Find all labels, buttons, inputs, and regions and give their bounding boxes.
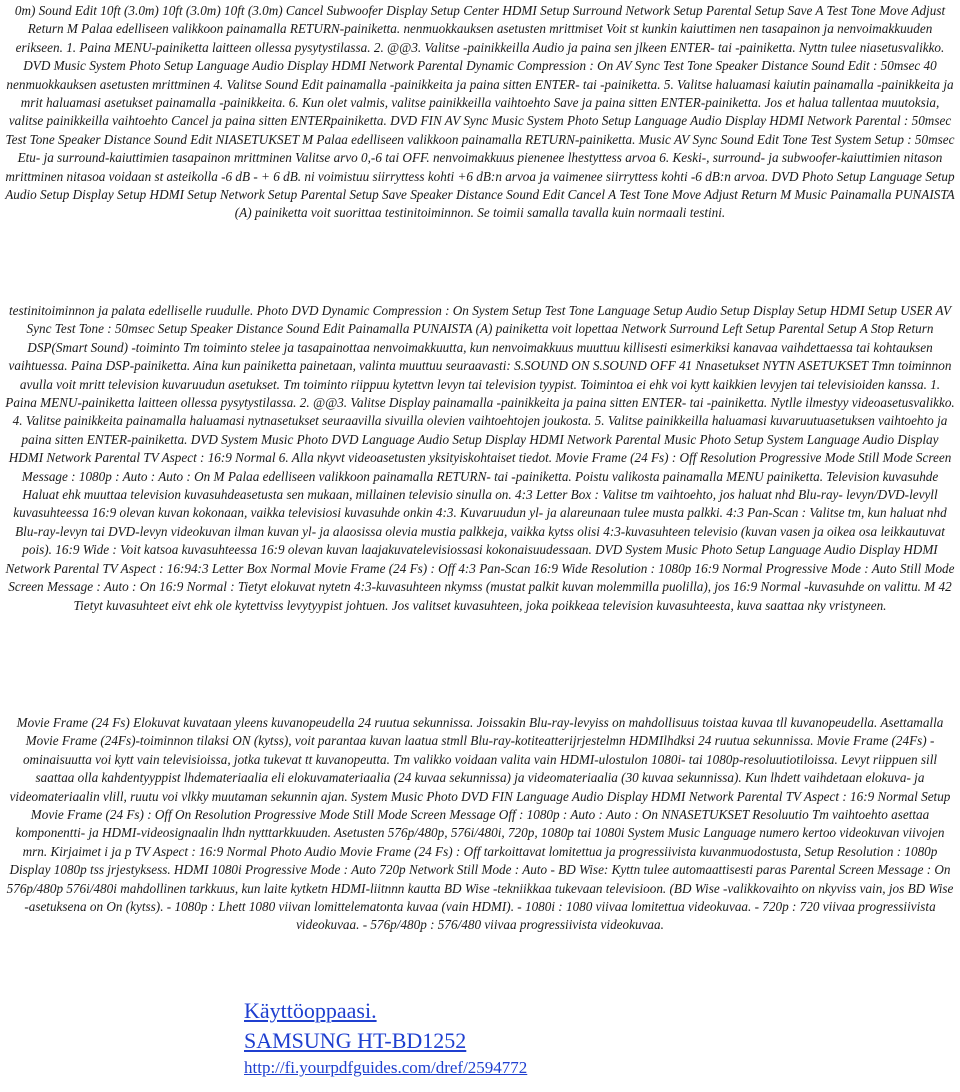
body-paragraph-2: testinitoiminnon ja palata edelliselle ruudulle. Photo DVD Dynamic Compression : On System Setup Test Tone Language Setup Audio Setup Display Setup HDMI Setup USER AV Sync Test Tone : 50msec Setup Speaker Distance Sound Edit Painamalla PUNAISTA (A) painiketta voit lopettaa Network Surround Left Setup Parental Setup A Stop Return DSP(Smart Sound) -toiminto Tm toiminto stelee ja tasapainottaa nenvoimakkuutta, kun nenvoimakkuus muuttuu killisesti esimerkiksi kanavaa vaihdettaessa tai kohtauksen vaihtuessa. Paina DSP-painiketta. Aina kun painiketta painetaan, valinta muuttuu seuraavasti: S.SOUND ON S.SOUND OFF 41 Nnasetukset NYTN ASETUKSET Tmn toiminnon avulla voit mritt television kuvaruudun asetukset. Tm toiminto riippuu kytettvn levyn tai television tyypist. Toimintoa ei ehk voi kytt kaikkien levyjen tai televisioiden kanssa. 1. Paina MENU-painiketta laitteen ollessa pysytystilassa. 2. @@3. Valitse Display painamalla -painikkeita ja paina sitten ENTER- tai -painiketta. Nytlle ilmestyy videoasetusvalikko. 4. Valitse painikkeita painamalla haluamasi nytnasetukset seuraavilla sivuilla olevien vaihtoehtojen joukosta. 5. Valitse painikkeilla haluamasi kuvaruutuasetuksen vaihtoehto ja paina sitten ENTER-painiketta. DVD System Music Photo DVD Language Audio Setup Display HDMI Network Parental Music Photo Setup System Language Audio Display HDMI Network Parental TV Aspect : 16:9 Normal 6. Alla nkyvt videoasetusten yksityiskohtaiset tiedot. Movie Frame (24 Fs) : Off Resolution Progressive Mode Still Mode Screen Message : 1080p : Auto : Auto : On M Palaa edelliseen valikkoon painamalla RETURN- tai -painiketta. Poistu valikosta painamalla MENU painiketta. Television kuvasuhde Haluat ehk muuttaa television kuvasuhdeasetusta sen mukaan, millainen televisio sinulla on. 4:3 Letter Box : Valitse tm vaihtoehto, jos haluat nhd Blu-ray- levyn/DVD-levyll kuvasuhteessa 16:9 olevan kuvan kokonaan, vaikka televisiosi kuvasuhde onkin 4:3. Kuvaruudun yl- ja alareunaan tulee musta palkki. 4:3 Pan-Scan : Valitse tm, kun haluat nhd Blu-ray-levyn tai DVD-levyn videokuvan ilman kuvan yl- ja alaosissa olevia mustia palkkeja, vaikka kytss olisi 4:3-kuvasuhteen televisio (kuvan vasen ja oikea osa leikkautuvat pois). 16:9 Wide : Voit katsoa kuvasuhteessa 16:9 olevan kuvan laajakuvatelevisiossasi kokonaisuudessaan. DVD System Music Photo Setup Language Audio Display HDMI Network Parental TV Aspect : 16:94:3 Letter Box Normal Movie Frame (24 Fs) : Off 4:3 Pan-Scan 16:9 Wide Resolution : 1080p 16:9 Normal Progressive Mode : Auto Still Mode Screen Message : Auto : On 16:9 Normal : Tietyt elokuvat nytetn 4:3-kuvasuhteen nkymss (mustat palkit kuvan molemmilla puolilla), jos 16:9 Normal -kuvasuhde on valittu. M 42 Tietyt kuvasuhteet eivt ehk ole kytettviss levytyypist johtuen. Jos valitset kuvasuhteen, joka poikkeaa television kuvasuhteesta, kuva saattaa nky vristyneen. bbox=[5, 303, 955, 613]
body-paragraph-1: 0m) Sound Edit 10ft (3.0m) 10ft (3.0m) 10ft (3.0m) Cancel Subwoofer Display Setup Center HDMI Setup Surround Network Setup Parental Setup Save A Test Tone Move Adjust Return M Palaa edelliseen valikkoon painamalla RETURN-painiketta. nenmuokkauksen asetusten mrittmiset Voit st kunkin kaiuttimen nen tasapainon ja nenvoimakkuuden erikseen. 1. Paina MENU-painiketta laitteen ollessa pysytystilassa. 2. @@3. Valitse -painikkeilla Audio ja paina sen jlkeen ENTER- tai -painiketta. Nyttn tulee niasetusvalikko. DVD Music System Photo Setup Language Audio Display HDMI Network Parental Dynamic Compression : On AV Sync Test Tone Speaker Distance Sound Edit : 50msec 40 nenmuokkauksen asetusten mrittminen 4. Valitse Sound Edit painamalla -painikkeita ja paina sitten ENTER- tai -painiketta. 5. Valitse haluamasi kaiutin painamalla -painikkeita ja mrit haluamasi asetukset painamalla -painikkeita. 6. Kun olet valmis, valitse painikkeilla vaihtoehto Save ja paina sitten ENTER-painiketta. Jos et halua tallentaa muutoksia, valitse painikkeilla vaihtoehto Cancel ja paina sitten ENTERpainiketta. DVD FIN AV Sync Music System Photo Setup Language Audio Display HDMI Network Parental : 50msec Test Tone Speaker Distance Sound Edit NIASETUKSET M Palaa edelliseen valikkoon painamalla RETURN-painiketta. Music AV Sync Sound Edit Tone Test System Setup : 50msec Etu- ja surround-kaiuttimien tasapainon mrittminen Valitse arvo 0,-6 tai OFF. nenvoimakkuus pienenee lhestyttess arvoa 6. Keski-, surround- ja subwoofer-kaiuttimien nitason mrittminen nitasoa voidaan st asteikolla -6 dB - + 6 dB. ni voimistuu siirryttess kohti +6 dB:n arvoa ja vaimenee siirryttess kohti -6 dB:n arvoa. DVD Photo Setup Language Setup Audio Setup Display Setup HDMI Setup Network Setup Parental Setup Save Speaker Distance Sound Edit Cancel A Test Tone Move Adjust Return M Music Painamalla PUNAISTA (A) painiketta voit suorittaa testinitoiminnon. Se toimii samalla tavalla kuin normaali testini. bbox=[5, 3, 955, 221]
body-paragraph-3: Movie Frame (24 Fs) Elokuvat kuvataan yleens kuvanopeudella 24 ruutua sekunnissa. Joissakin Blu-ray-levyiss on mahdollisuus toistaa kuvaa tll kuvanopeudella. Asettamalla Movie Frame (24Fs)-toiminnon tilaksi ON (kytss), voit parantaa kuvan laatua stmll Blu-ray-kotiteatterijrjestelmn HDMIlhdksi 24 ruutua sekunnissa. Movie Frame (24Fs) -ominaisuutta voi kytt vain televisioissa, jotka tukevat tt kuvanopeutta. Tm valikko voidaan valita vain HDMI-ulostulon 1080i- tai 1080p-resoluutiotiloissa. Levyt riippuen sill saattaa olla kahdentyyppist lhdemateriaalia eli elokuvamateriaalia (24 kuvaa sekunnissa) ja videomateriaalia (30 kuvaa sekunnissa). Kun lhdett vaihdetaan elokuva- ja videomateriaalin vlill, ruutu voi vlkky muutaman sekunnin ajan. System Music Photo DVD FIN Language Audio Display HDMI Network Parental TV Aspect : 16:9 Normal Setup Movie Frame (24 Fs) : Off On Resolution Progressive Mode Still Mode Screen Message Off : 1080p : Auto : Auto : On NNASETUKSET Resoluutio Tm vaihtoehto asettaa komponentti- ja HDMI-videosignaalin lhdn nytttarkkuuden. Asetusten 576p/480p, 576i/480i, 720p, 1080p tai 1080i System Music Language numero kertoo videokuvan viivojen mrn. Kirjaimet i ja p TV Aspect : 16:9 Normal Photo Audio Movie Frame (24 Fs) : Off tarkoittavat lomitettua ja progressiivista kuvanmuodostusta, Setup Resolution : 1080p Display 1080p tss jrjestyksess. HDMI 1080i Progressive Mode : Auto 720p Network Still Mode : Auto - BD Wise: Kyttn tulee automaattisesti paras Parental Screen Message : On 576p/480p 576i/480i mahdollinen tarkkuus, kun laite kytketn HDMI-liitnnn kautta BD Wise -tekniikkaa tukevaan televisioon. (BD Wise -valikkovaihto on nkyviss vain, jos BD Wise -asetuksena on On (kytss). - 1080p : Lhett 1080 viivan lomittelematonta kuvaa (vain HDMI). - 1080i : 1080 viivaa lomitettua videokuvaa. - 720p : 720 viivaa progressiivista videokuvaa. - 576p/480p : 576/480 viivaa progressiivista videokuvaa. bbox=[6, 715, 954, 933]
source-url-link[interactable]: http://fi.yourpdfguides.com/dref/2594772 bbox=[244, 1058, 528, 1077]
model-name-link[interactable]: SAMSUNG HT-BD1252 bbox=[244, 1028, 467, 1053]
footer-links bbox=[244, 996, 664, 1080]
guide-title-link[interactable]: Käyttöoppaasi. bbox=[244, 998, 377, 1023]
